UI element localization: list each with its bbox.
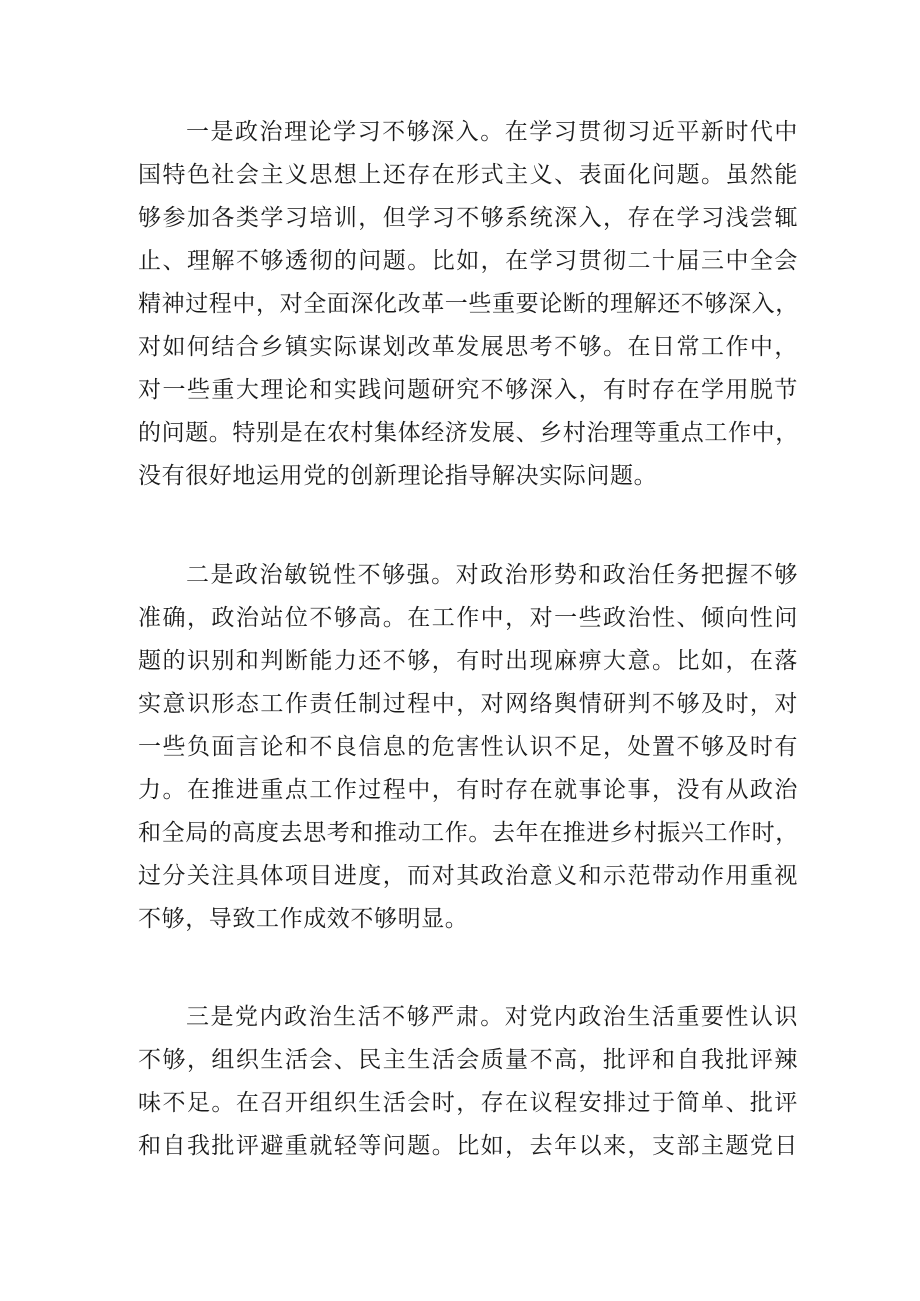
- paragraph-line: 一些负面言论和不良信息的危害性认识不足，处置不够及时有: [138, 734, 798, 760]
- paragraph-line: 对一些重大理论和实践问题研究不够深入，有时存在学用脱节: [138, 377, 798, 403]
- paragraph-line: 不够，导致工作成效不够明显。: [138, 906, 469, 932]
- paragraph-line: 题的识别和判断能力还不够，有时出现麻痹大意。比如，在落: [138, 648, 798, 674]
- paragraph-political-sensitivity: [138, 554, 798, 941]
- paragraph-line: 一是政治理论学习不够深入。在学习贯彻习近平新时代中: [186, 119, 798, 145]
- paragraph-line: 和自我批评避重就轻等问题。比如，去年以来，支部主题党日: [138, 1133, 798, 1159]
- paragraph-line: 二是政治敏锐性不够强。对政治形势和政治任务把握不够: [186, 562, 798, 588]
- paragraph-line: 国特色社会主义思想上还存在形式主义、表面化问题。虽然能: [138, 162, 798, 188]
- paragraph-line: 三是党内政治生活不够严肃。对党内政治生活重要性认识: [186, 1004, 798, 1030]
- paragraph-line: 精神过程中，对全面深化改革一些重要论断的理解还不够深入，: [138, 291, 799, 317]
- paragraph-line: 准确，政治站位不够高。在工作中，对一些政治性、倾向性问: [138, 605, 798, 631]
- paragraph-political-theory-study: [138, 111, 798, 498]
- paragraph-line: 实意识形态工作责任制过程中，对网络舆情研判不够及时，对: [138, 691, 798, 717]
- paragraph-line: 的问题。特别是在农村集体经济发展、乡村治理等重点工作中，: [138, 420, 799, 446]
- paragraph-line: 和全局的高度去思考和推动工作。去年在推进乡村振兴工作时，: [138, 820, 799, 846]
- paragraph-line: 不够，组织生活会、民主生活会质量不高，批评和自我批评辣: [138, 1047, 798, 1073]
- paragraph-line: 止、理解不够透彻的问题。比如，在学习贯彻二十届三中全会: [138, 248, 798, 274]
- paragraph-line: 味不足。在召开组织生活会时，存在议程安排过于简单、批评: [138, 1090, 798, 1116]
- paragraph-line: 对如何结合乡镇实际谋划改革发展思考不够。在日常工作中，: [138, 334, 798, 360]
- paragraph-party-political-life: [138, 996, 798, 1168]
- paragraph-line: 够参加各类学习培训，但学习不够系统深入，存在学习浅尝辄: [138, 205, 798, 231]
- paragraph-line: 没有很好地运用党的创新理论指导解决实际问题。: [138, 463, 658, 489]
- paragraph-line: 力。在推进重点工作过程中，有时存在就事论事，没有从政治: [138, 777, 798, 803]
- paragraph-line: 过分关注具体项目进度，而对其政治意义和示范带动作用重视: [138, 863, 798, 889]
